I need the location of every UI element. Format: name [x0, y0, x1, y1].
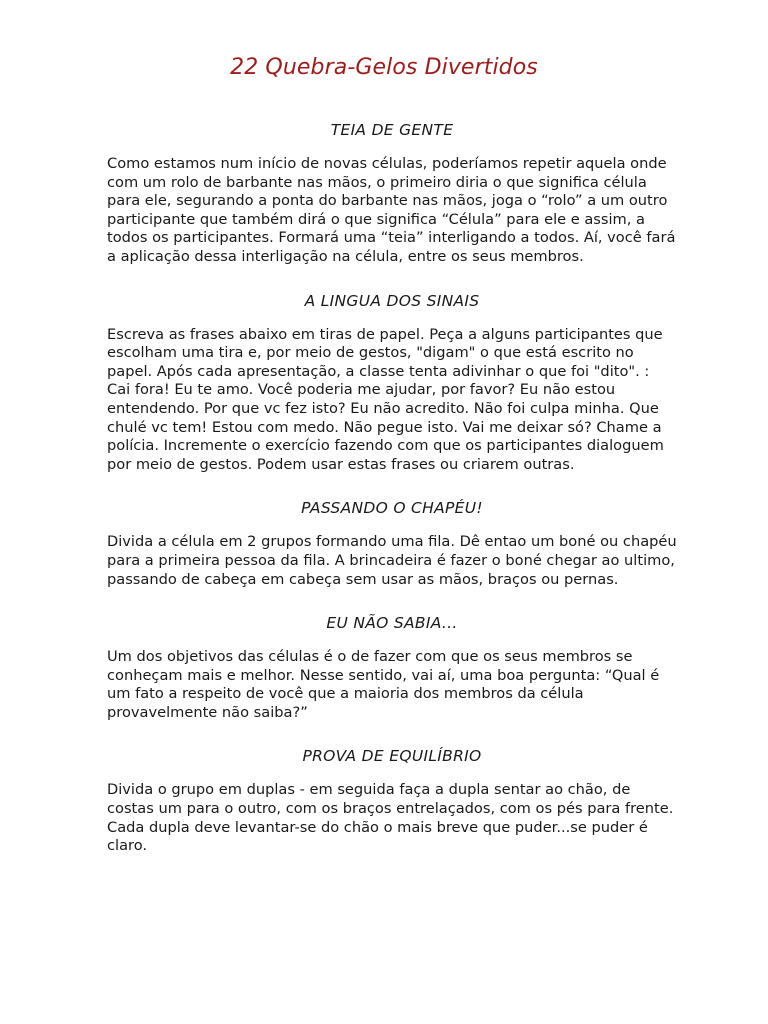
document-title: 22 Quebra-Gelos Divertidos — [230, 55, 538, 80]
section-teia-de-gente — [107, 118, 677, 267]
section-body: Divida o grupo em duplas - em seguida faça a dupla sentar ao chão, de costas um para o outro, com os braços entrelaçados, com os pés para frente. Cada dupla deve levantar-se do chão o mais breve que puder...se puder é claro. — [107, 781, 674, 855]
section-body: Um dos objetivos das células é o de fazer com que os seus membros se conheçam mais e melhor. Nesse sentido, vai aí, uma boa pergunta: “Qual é um fato a respeito de você que a maioria dos membros da célula provavelmente não saiba?” — [107, 648, 660, 721]
section-body: Divida a célula em 2 grupos formando uma fila. Dê entao um boné ou chapéu para a primeira pessoa da fila. A brincadeira é fazer o boné chegar ao ultimo, passando de cabeça em cabeça sem usar as mãos, braços ou pernas. — [107, 533, 677, 588]
section-eu-nao-sabia — [107, 611, 677, 722]
section-body: Como estamos num início de novas células, poderíamos repetir aquela onde com um rolo de barbante nas mãos, o primeiro diria o que significa célula para ele, segurando a ponta do barbante nas mãos, joga o “rolo” a um outro participante que também dirá o que significa “Célula” para ele e assim, a todos os participantes. Formará uma “teia” interligando a todos. Aí, você fará a aplicação dessa interligação na célula, entre os seus membros. — [107, 155, 676, 265]
section-heading: PROVA DE EQUILÍBRIO — [302, 747, 482, 766]
section-lingua-dos-sinais — [107, 289, 677, 475]
section-passando-o-chapeu — [107, 496, 677, 589]
section-heading: TEIA DE GENTE — [330, 121, 454, 139]
document-content — [107, 118, 677, 878]
section-prova-de-equilibrio — [107, 744, 677, 855]
section-heading: PASSANDO O CHAPÉU! — [301, 499, 483, 518]
section-heading: A LINGUA DOS SINAIS — [304, 291, 480, 310]
section-heading: EU NÃO SABIA... — [326, 614, 458, 633]
section-body: Escreva as frases abaixo em tiras de papel. Peça a alguns participantes que escolham uma tira e, por meio de gestos, "digam" o que está escrito no papel. Após cada apresentação, a classe tenta adivinhar o que foi "dito". : Cai fora! Eu te amo. Você poderia me ajudar, por favor? Eu não estou entendendo. Por que vc fez isto? Eu não acredito. Não foi culpa minha. Que chulé vc tem! Estou com medo. Não pegue isto. Vai me deixar só? Chame a polícia. Incremente o exercício fazendo com que os participantes dialoguem por meio de gestos. Podem usar estas frases ou criarem outras. — [107, 325, 664, 473]
